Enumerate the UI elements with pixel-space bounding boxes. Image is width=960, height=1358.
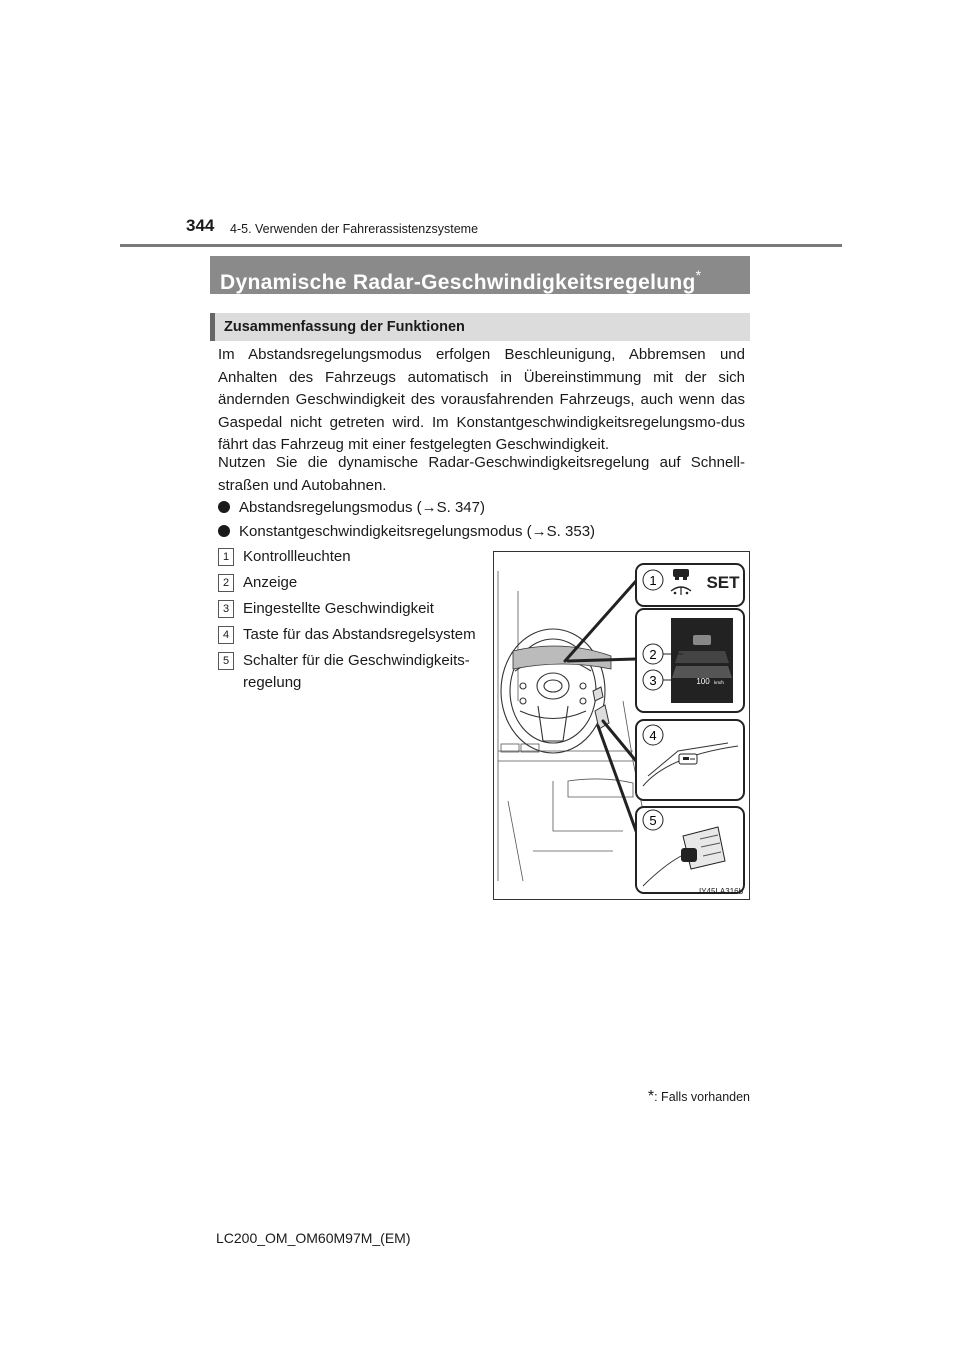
set-indicator-label: SET [706,573,740,592]
set-speed-unit: km/h [714,680,724,685]
legend-label: Anzeige [243,574,298,591]
callout-panel-2-3 [636,609,744,712]
bullet-text: Abstandsregelungsmodus (→S. 347) [239,499,485,516]
bullet-icon [218,525,230,537]
callout-panel-4 [636,720,744,800]
footnote-mark: * [647,1088,655,1105]
distance-button-icon [679,754,697,764]
footnote [600,1088,750,1106]
subsection-title: Zusammenfassung der Funktionen [210,313,750,341]
legend-number: 2 [218,574,234,592]
callout-panel-5 [636,807,744,893]
section-title [210,256,750,294]
page-number: 344 [186,216,215,235]
bullet-distance-mode [218,497,485,519]
callout-panel-1 [636,564,744,606]
legend-label: Schalter für die Geschwindigkeits-regelung [243,652,470,691]
section-title-text: Dynamische Radar-Geschwindigkeitsregelung [220,271,696,294]
header-divider [120,244,842,247]
legend-label: Kontrollleuchten [243,548,351,565]
callout-3: 3 [649,673,657,688]
optional-equipment-mark: * [695,267,702,283]
callout-2: 2 [649,647,657,662]
footer-document-id: LC200_OM_OM60M97M_(EM) [216,1230,411,1246]
intro-paragraph: Im Abstandsregelungsmodus erfolgen Beschleunigung, Abbremsen und Anhalten des Fahrzeugs automatisch in Übereinstimmung mit der sich ändernden Geschwindigkeit des vorausfahrenden Fahrzeugs, auch wenn das Gaspedal nicht getreten wird. Im Konstantgeschwindigkeitsregelungsmo-dus fährt das Fahrzeug mit einer festgelegten Geschwindigkeit. [218,346,745,453]
chapter-header: 4-5. Verwenden der Fahrerassistenzsysteme [230,222,479,236]
callout-5: 5 [649,813,657,828]
usage-paragraph: Nutzen Sie die dynamische Radar-Geschwindigkeitsregelung auf Schnell-straßen und Autobahnen. [218,454,745,494]
legend-label: Taste für das Abstandsregelsystem [243,626,476,643]
bullet-constant-mode [218,521,595,543]
bullet-icon [218,501,230,513]
legend-number: 5 [218,652,234,670]
callout-1: 1 [649,573,657,588]
bullet-text: Konstantgeschwindigkeitsregelungsmodus (→S. 353) [239,523,596,540]
legend-number: 3 [218,600,234,618]
figure-code: IY45LA316b [699,887,744,896]
cockpit-illustration [493,551,750,900]
footnote-text: : Falls vorhanden [654,1090,750,1104]
legend-number: 1 [218,548,234,566]
legend-label: Eingestellte Geschwindigkeit [243,600,434,617]
legend-number: 4 [218,626,234,644]
callout-4: 4 [649,728,657,743]
set-speed-value: 100 [696,677,710,686]
